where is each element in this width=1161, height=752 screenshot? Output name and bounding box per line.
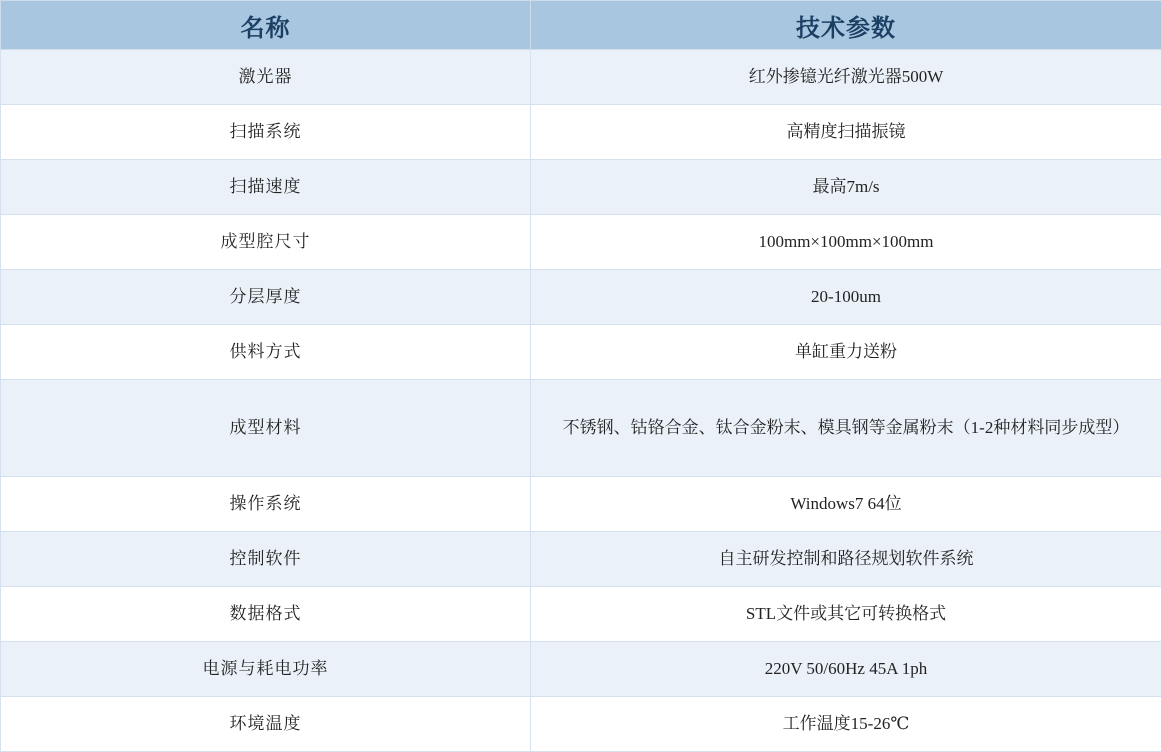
table-row <box>1 642 1161 697</box>
row-name: 环境温度 <box>1 697 531 752</box>
table-header <box>1 1 1161 50</box>
row-name: 控制软件 <box>1 532 531 587</box>
table-row <box>1 270 1161 325</box>
row-value: 最高7m/s <box>531 160 1161 215</box>
table-row <box>1 325 1161 380</box>
row-value: 自主研发控制和路径规划软件系统 <box>531 532 1161 587</box>
table-body <box>1 50 1161 752</box>
row-name: 数据格式 <box>1 587 531 642</box>
row-value: STL文件或其它可转换格式 <box>531 587 1161 642</box>
row-name: 操作系统 <box>1 477 531 532</box>
row-name: 扫描速度 <box>1 160 531 215</box>
row-value: 220V 50/60Hz 45A 1ph <box>531 642 1161 697</box>
row-value: 高精度扫描振镜 <box>531 105 1161 160</box>
row-name: 成型腔尺寸 <box>1 215 531 270</box>
row-value: 不锈钢、钴铬合金、钛合金粉末、模具钢等金属粉末（1-2种材料同步成型） <box>531 380 1161 477</box>
column-header-value: 技术参数 <box>531 1 1161 50</box>
table-row <box>1 215 1161 270</box>
row-name: 成型材料 <box>1 380 531 477</box>
table-row <box>1 105 1161 160</box>
row-value: 单缸重力送粉 <box>531 325 1161 380</box>
row-name: 分层厚度 <box>1 270 531 325</box>
row-name: 电源与耗电功率 <box>1 642 531 697</box>
table-row <box>1 532 1161 587</box>
row-value: 工作温度15-26℃ <box>531 697 1161 752</box>
table-row <box>1 697 1161 752</box>
table-row <box>1 380 1161 477</box>
row-name: 激光器 <box>1 50 531 105</box>
row-name: 供料方式 <box>1 325 531 380</box>
row-name: 扫描系统 <box>1 105 531 160</box>
row-value: 100mm×100mm×100mm <box>531 215 1161 270</box>
row-value: 20-100um <box>531 270 1161 325</box>
header-row <box>1 1 1161 50</box>
table-row <box>1 587 1161 642</box>
table-row <box>1 160 1161 215</box>
column-header-name: 名称 <box>1 1 531 50</box>
table-row <box>1 50 1161 105</box>
row-value: 红外掺镱光纤激光器500W <box>531 50 1161 105</box>
row-value: Windows7 64位 <box>531 477 1161 532</box>
table-row <box>1 477 1161 532</box>
